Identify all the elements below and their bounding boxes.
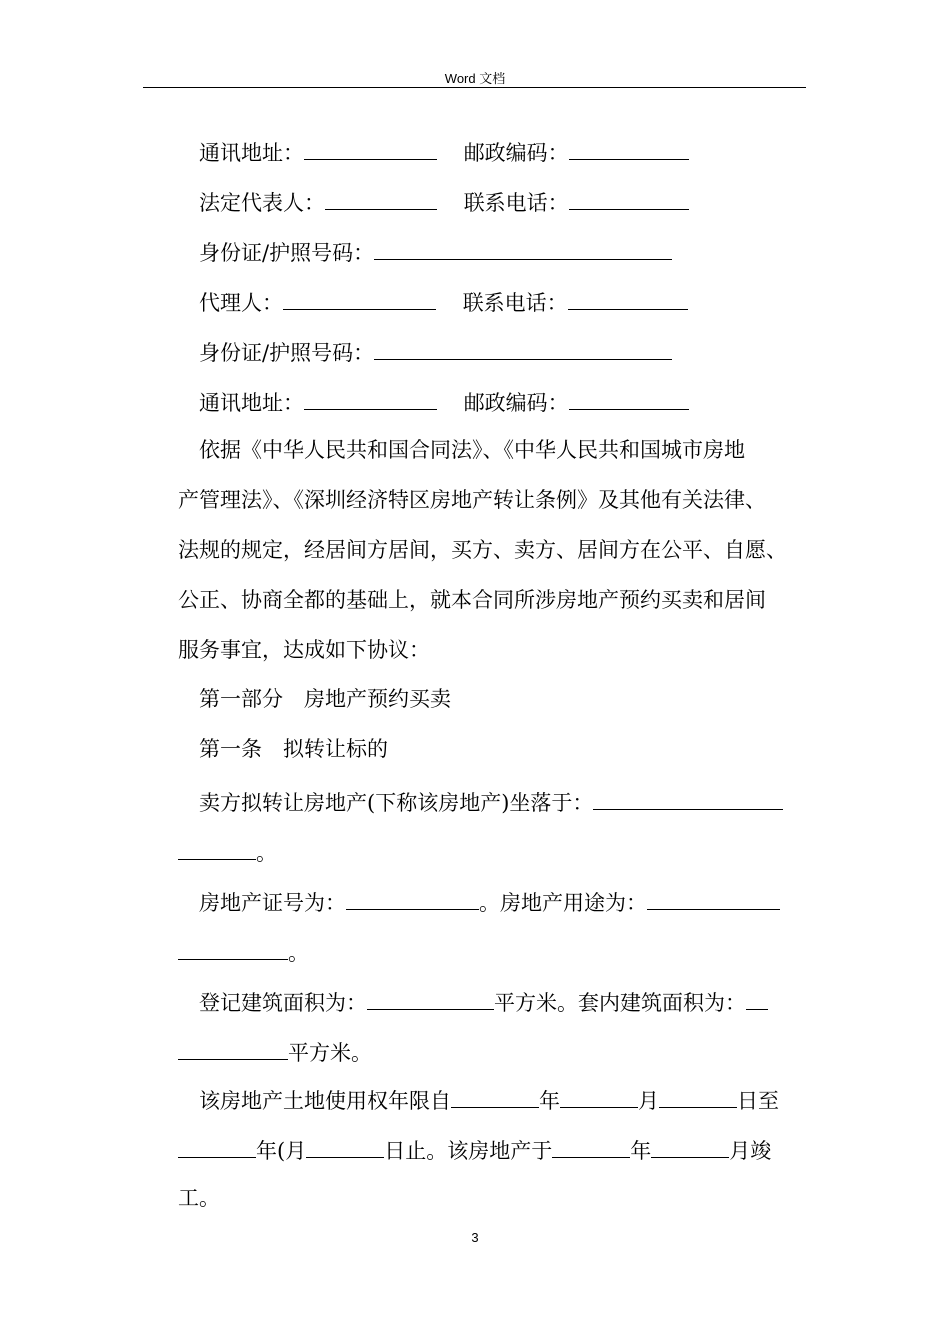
month-from-blank[interactable]	[560, 1083, 638, 1108]
day-end-text: 日止。该房地产于	[384, 1139, 553, 1163]
page-number: 3	[471, 1230, 479, 1245]
area-row	[199, 985, 768, 1018]
address-label: 通讯地址：	[199, 141, 304, 165]
part-heading: 第一部分 房地产预约买卖	[199, 687, 451, 711]
header-divider	[143, 87, 806, 88]
agent-id-label: 身份证/护照号码：	[199, 341, 375, 365]
sqm-end-text: 平方米。	[288, 1041, 372, 1065]
inner-area-blank-cont[interactable]	[178, 1035, 288, 1060]
phone-label: 联系电话：	[463, 191, 569, 215]
cert-blank[interactable]	[346, 885, 479, 910]
cert-label: 房地产证号为：	[199, 891, 346, 915]
year-text: 年	[539, 1089, 560, 1113]
address-blank[interactable]	[304, 135, 437, 160]
completed-month-text: 月竣	[729, 1139, 772, 1163]
inner-area-blank[interactable]	[746, 985, 768, 1010]
completed-end: 工。	[178, 1186, 220, 1210]
id-row-1	[199, 235, 672, 268]
month-text: 月	[638, 1089, 659, 1113]
area-row-cont	[178, 1035, 372, 1068]
use-label: 。房地产用途为：	[479, 891, 647, 915]
location-label: 卖方拟转让房地产(下称该房地产)坐落于：	[199, 791, 594, 815]
paragraph-line: 产管理法》、《深圳经济特区房地产转让条例》及其他有关法律、	[178, 488, 766, 512]
legal-rep-label: 法定代表人：	[199, 191, 325, 215]
paragraph-line: 公正、协商全都的基础上，就本合同所涉房地产预约买卖和居间	[178, 588, 766, 612]
legal-rep-blank[interactable]	[325, 185, 437, 210]
id-blank[interactable]	[374, 235, 672, 260]
period-text: 。	[288, 941, 309, 965]
inner-area-label: 。套内建筑面积为：	[557, 991, 746, 1015]
day-from-blank[interactable]	[659, 1083, 737, 1108]
use-row-cont	[178, 935, 309, 968]
use-blank[interactable]	[647, 885, 780, 910]
paragraph-line: 法规的规定，经居间方居间，买方、卖方、居间方在公平、自愿、	[178, 538, 787, 562]
article-heading: 第一条 拟转让标的	[199, 737, 388, 761]
year-text: 年	[630, 1139, 652, 1163]
land-row-cont	[178, 1133, 771, 1166]
year-to-blank[interactable]	[178, 1133, 256, 1158]
agent-phone-blank[interactable]	[568, 285, 688, 310]
location-row-cont	[178, 835, 277, 868]
postcode-label: 邮政编码：	[463, 141, 569, 165]
day-to-text: 日至	[737, 1089, 779, 1113]
agent-postcode-blank[interactable]	[569, 385, 689, 410]
legal-rep-row	[199, 185, 689, 218]
paragraph-line: 依据《中华人民共和国合同法》、《中华人民共和国城市房地	[199, 438, 745, 462]
agent-phone-label: 联系电话：	[462, 291, 568, 315]
year-from-blank[interactable]	[451, 1083, 539, 1108]
agent-address-label: 通讯地址：	[199, 391, 304, 415]
postcode-blank[interactable]	[569, 135, 689, 160]
phone-blank[interactable]	[569, 185, 689, 210]
use-blank-cont[interactable]	[178, 935, 288, 960]
agent-id-blank[interactable]	[374, 335, 672, 360]
location-blank-cont[interactable]	[178, 835, 256, 860]
area-blank[interactable]	[367, 985, 494, 1010]
location-row	[199, 785, 783, 818]
id-label: 身份证/护照号码：	[199, 241, 375, 265]
address-row-1	[199, 135, 689, 168]
agent-label: 代理人：	[199, 291, 283, 315]
address-row-2	[199, 385, 689, 418]
agent-blank[interactable]	[283, 285, 436, 310]
completed-month-blank[interactable]	[651, 1133, 729, 1158]
agent-row	[199, 285, 688, 318]
completed-year-blank[interactable]	[552, 1133, 630, 1158]
page-header: Word 文档	[444, 71, 506, 86]
paragraph-line: 服务事宜，达成如下协议：	[178, 638, 430, 662]
day-to-blank[interactable]	[306, 1133, 384, 1158]
cert-row	[199, 885, 780, 918]
land-label: 该房地产土地使用权年限自	[199, 1089, 451, 1113]
id-row-2	[199, 335, 672, 368]
location-blank[interactable]	[593, 785, 783, 810]
agent-address-blank[interactable]	[304, 385, 437, 410]
land-row	[199, 1083, 779, 1116]
sqm-text: 平方米	[494, 991, 557, 1015]
year-paren-text: 年(月	[256, 1139, 307, 1163]
agent-postcode-label: 邮政编码：	[463, 391, 569, 415]
area-label: 登记建筑面积为：	[199, 991, 367, 1015]
period-text: 。	[256, 841, 277, 865]
